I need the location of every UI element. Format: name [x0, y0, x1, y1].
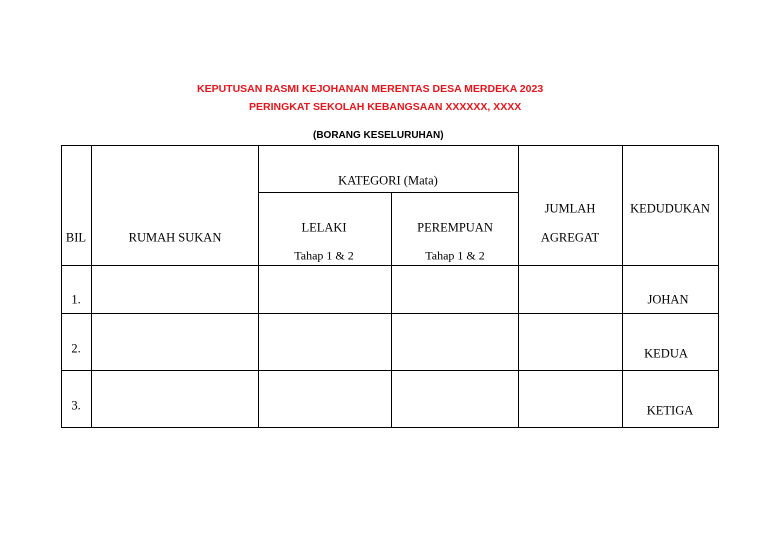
- header-perempuan: PEREMPUAN: [417, 220, 493, 235]
- header-lelaki-tahap: Tahap 1 & 2: [294, 248, 354, 263]
- row-divider-1: [61, 313, 719, 314]
- row-3-bil: 3.: [71, 398, 81, 413]
- document-title: KEPUTUSAN RASMI KEJOHANAN MERENTAS DESA MERDEKA 2023: [197, 83, 544, 95]
- col-divider-4: [518, 145, 519, 428]
- col-divider-1: [91, 145, 92, 428]
- row-1-bil: 1.: [71, 292, 81, 307]
- row-divider-2: [61, 370, 719, 371]
- header-kedudukan: KEDUDUKAN: [630, 201, 710, 216]
- table-border-left: [61, 145, 62, 428]
- row-3-kedudukan: KETIGA: [646, 403, 694, 418]
- row-2-kedudukan: KEDUA: [644, 346, 688, 361]
- document-title-line-2: PERINGKAT SEKOLAH KEBANGSAAN XXXXXX, XXXX: [249, 101, 522, 113]
- header-bil: BIL: [65, 230, 87, 245]
- col-divider-3: [391, 192, 392, 428]
- header-jumlah: JUMLAH: [544, 201, 596, 216]
- header-agregat: AGREGAT: [540, 230, 600, 245]
- table-border-right: [718, 145, 719, 428]
- form-subtitle: (BORANG KESELURUHAN): [313, 130, 444, 141]
- header-perempuan-tahap: Tahap 1 & 2: [425, 248, 485, 263]
- col-divider-2: [258, 145, 259, 428]
- table-border-bottom: [61, 427, 719, 428]
- header-rumah-sukan: RUMAH SUKAN: [128, 230, 222, 245]
- kategori-divider: [258, 192, 518, 193]
- header-kategori: KATEGORI (Mata): [338, 173, 438, 188]
- header-lelaki: LELAKI: [301, 220, 347, 235]
- header-divider: [61, 265, 719, 266]
- row-2-bil: 2.: [71, 341, 81, 356]
- table-border-top: [61, 145, 719, 146]
- row-1-kedudukan: JOHAN: [647, 292, 689, 307]
- col-divider-5: [622, 145, 623, 428]
